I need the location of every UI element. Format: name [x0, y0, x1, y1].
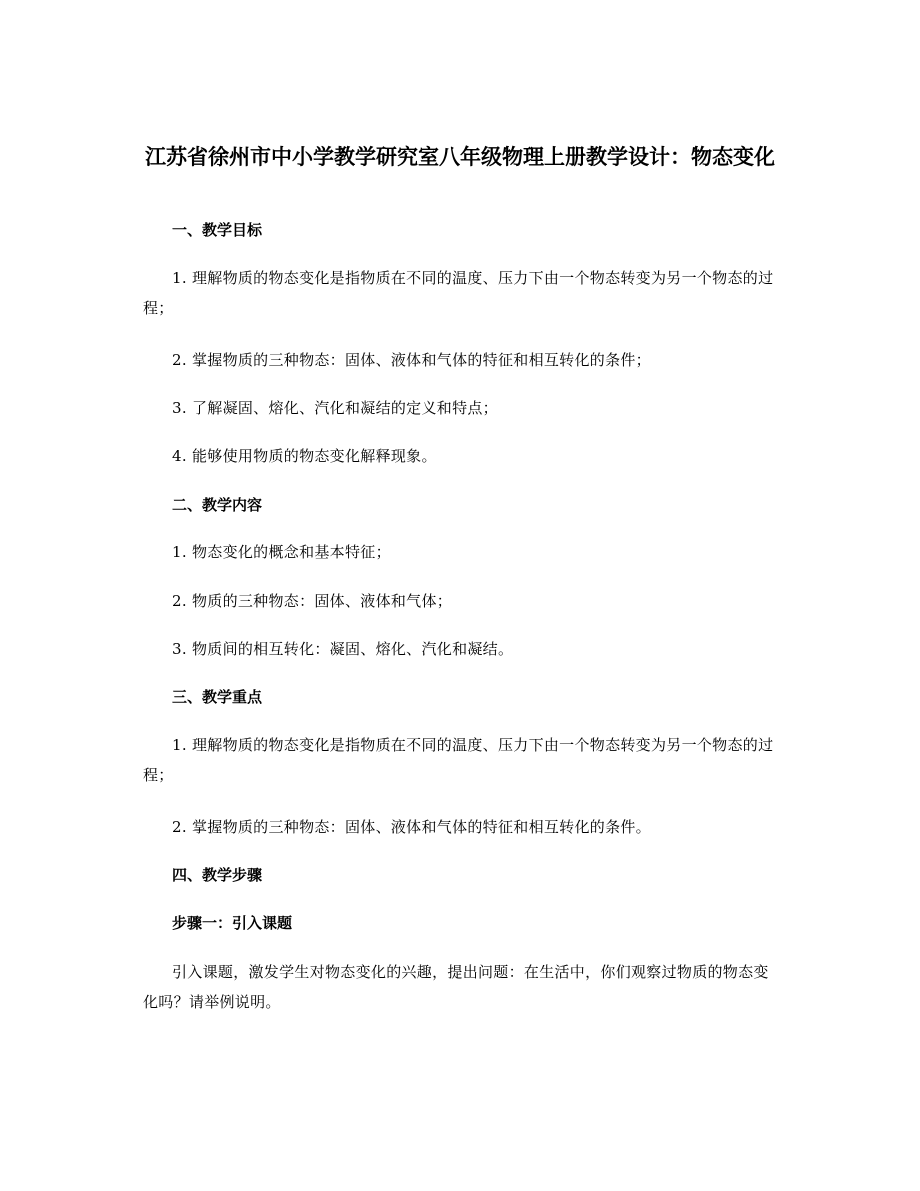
objective-item-3: 3. 了解凝固、熔化、汽化和凝结的定义和特点； [172, 399, 498, 417]
step-one-heading: 步骤一：引入课题 [172, 914, 293, 932]
objective-item-1: 1. 理解物质的物态变化是指物质在不同的温度、压力下由一个物态转变为另一个物态的过程； [143, 269, 774, 317]
objective-item-2: 2. 掌握物质的三种物态：固体、液体和气体的特征和相互转化的条件； [172, 351, 651, 369]
content-item-3: 3. 物质间的相互转化：凝固、熔化、汽化和凝结。 [172, 640, 514, 658]
section-heading-content: 二、教学内容 [172, 496, 263, 514]
section-heading-key-points: 三、教学重点 [172, 688, 263, 706]
key-point-item-2: 2. 掌握物质的三种物态：固体、液体和气体的特征和相互转化的条件。 [172, 818, 651, 836]
objective-item-4: 4. 能够使用物质的物态变化解释现象。 [172, 447, 437, 465]
document-title: 江苏省徐州市中小学教学研究室八年级物理上册教学设计：物态变化 [145, 145, 775, 169]
content-item-1: 1. 物态变化的概念和基本特征； [172, 543, 391, 561]
section-heading-steps: 四、教学步骤 [172, 866, 263, 884]
step-one-text: 引入课题，激发学生对物态变化的兴趣，提出问题：在生活中，你们观察过物质的物态变化吗？请举例说明。 [143, 963, 769, 1011]
section-heading-objectives: 一、教学目标 [172, 221, 263, 239]
content-item-2: 2. 物质的三种物态：固体、液体和气体； [172, 592, 453, 610]
key-point-item-1: 1. 理解物质的物态变化是指物质在不同的温度、压力下由一个物态转变为另一个物态的过程； [143, 736, 774, 784]
